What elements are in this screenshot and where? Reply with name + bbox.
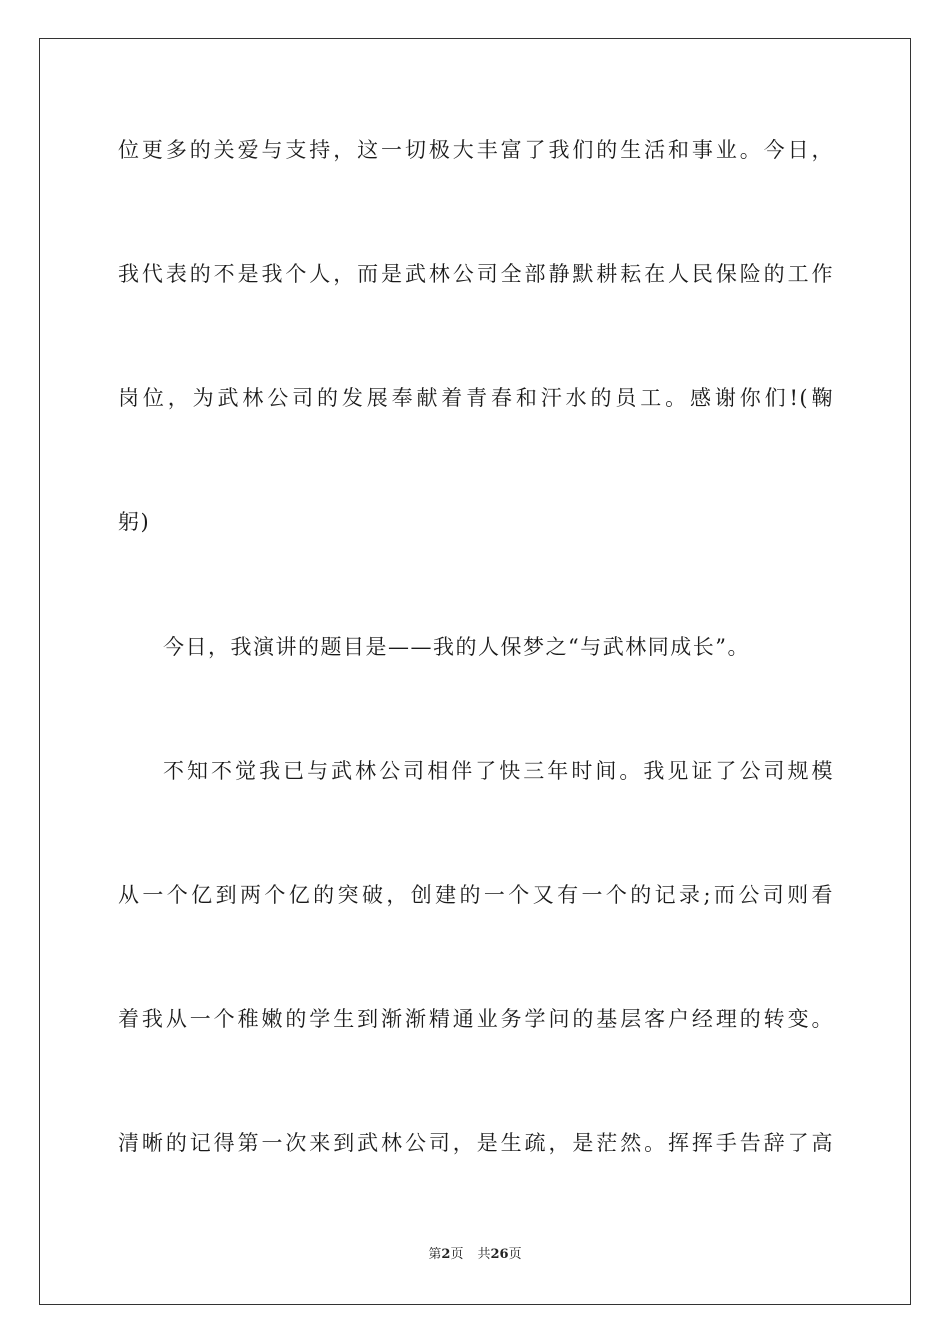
total-prefix: 共 xyxy=(477,1247,491,1262)
page-prefix: 第 xyxy=(428,1247,442,1262)
paragraph-line: 岗位，为武林公司的发展奉献着青春和汗水的员工。感谢你们!(鞠 xyxy=(118,386,834,410)
paragraph-line: 我代表的不是我个人，而是武林公司全部静默耕耘在人民保险的工作 xyxy=(118,262,834,286)
paragraph-line: 着我从一个稚嫩的学生到渐渐精通业务学问的基层客户经理的转变。 xyxy=(118,1007,834,1031)
paragraph-line: 位更多的关爱与支持，这一切极大丰富了我们的生活和事业。今日， xyxy=(118,138,834,162)
page-suffix: 页 xyxy=(450,1247,464,1262)
paragraph-line: 清晰的记得第一次来到武林公司，是生疏，是茫然。挥挥手告辞了高 xyxy=(118,1131,834,1155)
total-suffix: 页 xyxy=(508,1247,522,1262)
paragraph-line: 今日，我演讲的题目是——我的人保梦之“与武林同成长”。 xyxy=(163,635,750,659)
page-border xyxy=(39,38,911,1305)
paragraph-line: 不知不觉我已与武林公司相伴了快三年时间。我见证了公司规模 xyxy=(163,759,834,783)
page-footer xyxy=(0,1246,950,1264)
paragraph-line: 躬) xyxy=(118,510,151,534)
total-pages: 26 xyxy=(490,1247,509,1262)
page-number: 2 xyxy=(441,1247,451,1262)
paragraph-line: 从一个亿到两个亿的突破，创建的一个又有一个的记录;而公司则看 xyxy=(118,883,834,907)
